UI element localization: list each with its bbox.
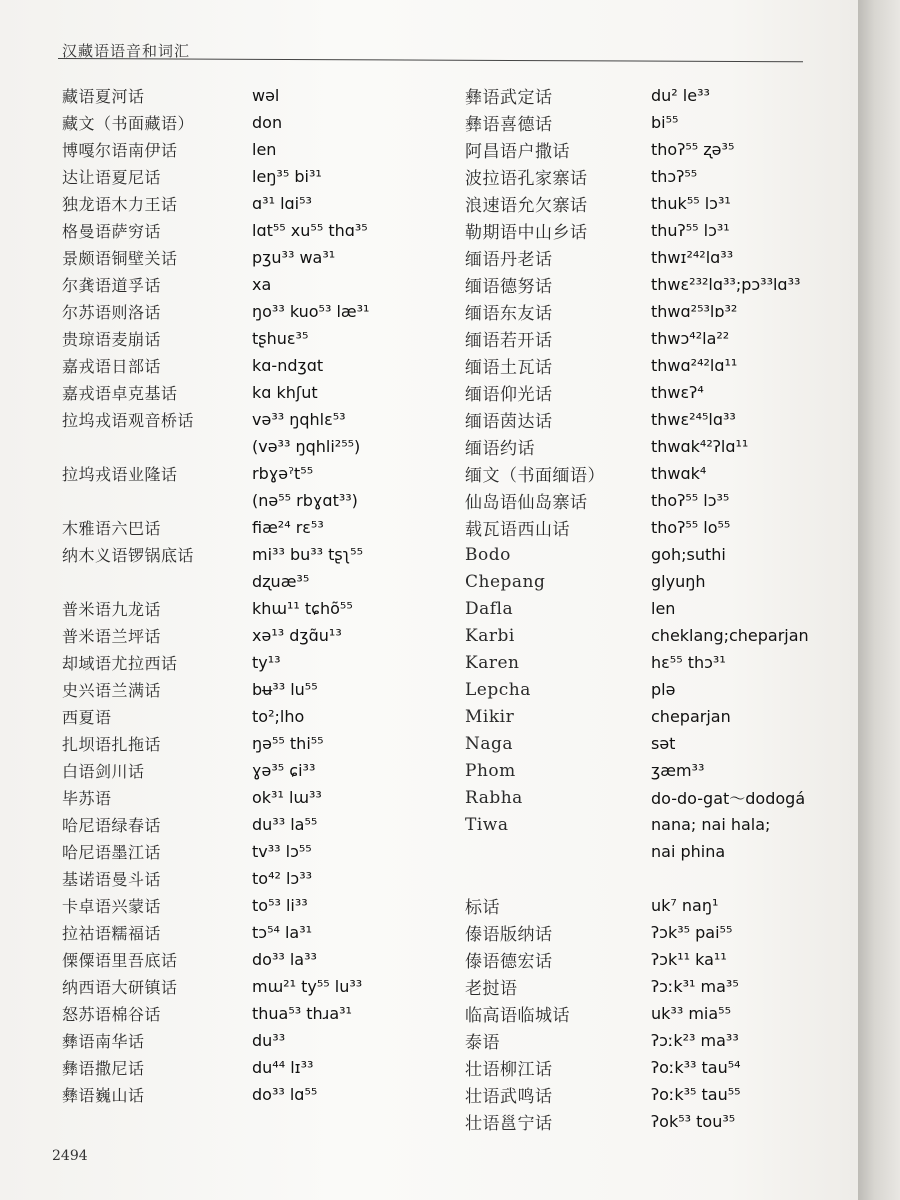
entry-row [465, 622, 825, 649]
language-name: 却域语尤拉西话 [62, 654, 178, 673]
word-form: thwɑ²⁴²lɑ¹¹ [651, 356, 738, 375]
entry-row [62, 1000, 442, 1027]
language-name: Lepcha [465, 679, 531, 700]
word-form: kɑ khʃut [252, 383, 318, 402]
language-name: 彝语巍山话 [62, 1086, 145, 1105]
language-name: 彝语南华话 [62, 1032, 145, 1051]
word-form: glyuŋh [651, 572, 706, 591]
entry-row [465, 811, 825, 838]
language-name: 嘉戎语卓克基话 [62, 384, 178, 403]
language-name: 彝语喜德话 [465, 115, 553, 135]
word-form: len [651, 599, 676, 618]
entry-row [465, 541, 825, 568]
language-name: 彝语武定话 [465, 88, 553, 108]
language-name: 藏文（书面藏语） [62, 114, 195, 133]
entry-row [465, 487, 825, 514]
language-name: 西夏语 [62, 708, 112, 727]
language-name: 景颇语铜壁关话 [62, 249, 178, 268]
language-name: Mikir [465, 706, 515, 727]
language-name: Karen [465, 652, 520, 673]
language-name: 尔龚语道孚话 [62, 276, 162, 295]
word-form: ɑ³¹ lɑi⁵³ [252, 194, 312, 213]
entry-row [465, 919, 825, 946]
language-name: Naga [465, 733, 514, 754]
word-form: (və³³ ŋqhli²⁵⁵) [252, 437, 361, 456]
word-form: do³³ lɑ⁵⁵ [252, 1085, 318, 1104]
word-form: len [252, 140, 277, 159]
language-name: Tiwa [465, 814, 509, 835]
running-head: 汉藏语语音和词汇 [62, 42, 191, 60]
language-name: 达让语夏尼话 [62, 168, 162, 187]
word-form: du² le³³ [651, 86, 710, 105]
entry-row [465, 271, 825, 298]
word-form: fiæ²⁴ rɛ⁵³ [252, 518, 324, 537]
language-name: 毕苏语 [62, 789, 112, 808]
word-form: cheparjan [651, 707, 731, 726]
word-form: thwɑk⁴²ʔlɑ¹¹ [651, 437, 749, 456]
language-name: 缅语若开话 [465, 331, 553, 351]
language-name: 基诺语曼斗话 [62, 870, 162, 889]
word-form: thwɑ²⁵³lɒ³² [651, 302, 738, 321]
word-form: dʐuæ³⁵ [252, 572, 310, 591]
language-name: 贵琼语麦崩话 [62, 330, 162, 349]
language-name: 白语剑川话 [62, 762, 145, 781]
language-name: 载瓦语西山话 [465, 520, 570, 540]
entry-row [62, 973, 442, 1000]
entry-row [62, 892, 442, 919]
entry-row [465, 352, 825, 379]
entry-row [62, 757, 442, 784]
language-name: 缅语丹老话 [465, 250, 553, 270]
word-form: kɑ-ndʒɑt [252, 356, 324, 375]
word-form: du³³ [252, 1031, 286, 1050]
word-form: leŋ³⁵ bi³¹ [252, 167, 322, 186]
word-form: nana; nai hala; [651, 815, 771, 834]
language-name: 拉祜语糯福话 [62, 924, 162, 943]
entry-row [62, 541, 442, 568]
entry-row [465, 1000, 825, 1027]
entry-row [465, 1027, 825, 1054]
word-form: ʔok⁵³ tou³⁵ [651, 1112, 736, 1131]
entry-row [465, 595, 825, 622]
word-form: thuʔ⁵⁵ lɔ³¹ [651, 221, 730, 240]
word-form: do-do-gat～dodogá [651, 789, 806, 808]
language-name: Rabha [465, 787, 523, 808]
language-name: Chepang [465, 571, 546, 592]
word-form: ok³¹ lɯ³³ [252, 788, 322, 807]
language-name: 泰语 [465, 1033, 500, 1053]
word-form: thwɛ²³²lɑ³³;pɔ³³lɑ³³ [651, 275, 801, 294]
word-form: tv³³ lɔ⁵⁵ [252, 842, 312, 861]
entry-row [62, 406, 442, 433]
word-form: (nə⁵⁵ rbɣɑt³³) [252, 491, 358, 510]
word-form: to²;lho [252, 707, 305, 726]
entry-row [62, 730, 442, 757]
language-name: 哈尼语墨江话 [62, 843, 162, 862]
entry-row [62, 784, 442, 811]
entry-row [465, 1108, 825, 1135]
entry-row [62, 514, 442, 541]
word-form: thuk⁵⁵ lɔ³¹ [651, 194, 731, 213]
entry-row [465, 82, 825, 109]
word-form: ŋo³³ kuo⁵³ læ³¹ [252, 302, 370, 321]
word-form: sət [651, 734, 676, 753]
entry-row [62, 298, 442, 325]
entry-row [62, 82, 442, 109]
entry-row [465, 190, 825, 217]
entry-row [465, 784, 825, 811]
language-name: 傣语德宏话 [465, 952, 553, 972]
entry-row [465, 109, 825, 136]
entry-row [62, 838, 442, 865]
word-form: mi³³ bu³³ tʂʅ⁵⁵ [252, 545, 363, 564]
entry-row [465, 514, 825, 541]
entry-row [62, 136, 442, 163]
word-form: thoʔ⁵⁵ ʐə³⁵ [651, 140, 735, 159]
word-form: wəl [252, 86, 280, 105]
language-name: 纳西语大研镇话 [62, 978, 178, 997]
entry-row [465, 298, 825, 325]
language-name: 老挝语 [465, 979, 518, 999]
entry-row [62, 703, 442, 730]
entry-row [62, 244, 442, 271]
word-form: thwɪ²⁴²lɑ³³ [651, 248, 734, 267]
entry-row [465, 136, 825, 163]
word-form: ʒæm³³ [651, 761, 705, 780]
word-form: ʔɔk³⁵ pai⁵⁵ [651, 923, 733, 942]
language-name: 傈僳语里吾底话 [62, 951, 178, 970]
language-name: 缅语约话 [465, 439, 535, 459]
entry-row [465, 892, 825, 919]
word-form: ŋə⁵⁵ thi⁵⁵ [252, 734, 324, 753]
language-name: 纳木义语锣锅底话 [62, 546, 195, 565]
language-name: 缅语土瓦话 [465, 358, 553, 378]
word-form: tʂhuɛ³⁵ [252, 329, 309, 348]
language-name: 拉坞戎语观音桥话 [62, 411, 195, 430]
language-name: 尔苏语则洛话 [62, 303, 162, 322]
entry-row [62, 109, 442, 136]
language-name: 仙岛语仙岛寨话 [465, 493, 588, 513]
language-name: Karbi [465, 625, 515, 646]
language-name: 缅文（书面缅语） [465, 466, 605, 486]
language-name: 怒苏语棉谷话 [62, 1005, 162, 1024]
language-name: Bodo [465, 544, 511, 565]
language-name: 彝语撒尼话 [62, 1059, 145, 1078]
language-name: 扎坝语扎拖话 [62, 735, 162, 754]
word-form: ɣə³⁵ ɕi³³ [252, 761, 316, 780]
entry-row [465, 433, 825, 460]
language-name: 阿昌语户撒话 [465, 142, 570, 162]
entry-row [62, 325, 442, 352]
entry-row [465, 703, 825, 730]
word-form: to⁴² lɔ³³ [252, 869, 313, 888]
language-name: 卡卓语兴蒙话 [62, 897, 162, 916]
word-form: goh;suthi [651, 545, 726, 564]
entry-row [465, 757, 825, 784]
word-form: thwɑk⁴ [651, 464, 707, 483]
language-name: 拉坞戎语业隆话 [62, 465, 178, 484]
language-name: 波拉语孔家寨话 [465, 169, 588, 189]
entry-row [62, 946, 442, 973]
language-name: 缅语东友话 [465, 304, 553, 324]
language-name: 壮语邕宁话 [465, 1114, 553, 1134]
entry-row [465, 1081, 825, 1108]
entry-row [62, 1054, 442, 1081]
entry-row [465, 676, 825, 703]
language-name: 嘉戎语日部话 [62, 357, 162, 376]
entry-row [62, 163, 442, 190]
entry-row [62, 433, 442, 460]
word-form: thwɛ²⁴⁵lɑ³³ [651, 410, 736, 429]
entry-row [465, 649, 825, 676]
entry-row [62, 595, 442, 622]
language-name: Phom [465, 760, 516, 781]
word-form: bi⁵⁵ [651, 113, 679, 132]
entry-row [62, 622, 442, 649]
word-form: to⁵³ li³³ [252, 896, 308, 915]
word-form: ty¹³ [252, 653, 281, 672]
word-form: don [252, 113, 283, 132]
language-name: 哈尼语绿春话 [62, 816, 162, 835]
word-form: khɯ¹¹ tɕhõ⁵⁵ [252, 599, 353, 618]
entry-row [62, 379, 442, 406]
word-form: ʔɔk¹¹ ka¹¹ [651, 950, 727, 969]
book-edge [858, 0, 900, 1200]
left-column [62, 82, 442, 1108]
entry-row [62, 1081, 442, 1108]
word-form: bʉ³³ lu⁵⁵ [252, 680, 318, 699]
word-form: do³³ la³³ [252, 950, 317, 969]
word-form: xə¹³ dʒɑ̃u¹³ [252, 626, 342, 645]
page-number: 2494 [52, 1148, 88, 1164]
word-form: nai phina [651, 842, 726, 861]
entry-row [62, 190, 442, 217]
word-form: thwɔ⁴²la²² [651, 329, 730, 348]
word-form: pʒu³³ wa³¹ [252, 248, 336, 267]
word-form: tɔ⁵⁴ la³¹ [252, 923, 313, 942]
language-name: 傣语版纳话 [465, 925, 553, 945]
language-name: 缅语仰光话 [465, 385, 553, 405]
word-form: thwɛʔ⁴ [651, 383, 704, 402]
language-name: 壮语武鸣话 [465, 1087, 553, 1107]
language-name: 普米语九龙话 [62, 600, 162, 619]
language-name: 标话 [465, 898, 500, 918]
language-name: 藏语夏河话 [62, 87, 145, 106]
word-form: du³³ la⁵⁵ [252, 815, 318, 834]
word-form: du⁴⁴ lɪ³³ [252, 1058, 314, 1077]
entry-row [62, 568, 442, 595]
language-name: 缅语德努话 [465, 277, 553, 297]
entry-row [62, 865, 442, 892]
word-form: uk⁷ naŋ¹ [651, 896, 719, 915]
entry-row [465, 973, 825, 1000]
language-name: 勒期语中山乡话 [465, 223, 588, 243]
entry-row [62, 487, 442, 514]
language-name: 独龙语木力王话 [62, 195, 178, 214]
entry-row [465, 568, 825, 595]
right-column [465, 82, 825, 1135]
word-form: lɑt⁵⁵ xu⁵⁵ thɑ³⁵ [252, 221, 368, 240]
language-name: Dafla [465, 598, 514, 619]
word-form: mɯ²¹ ty⁵⁵ lu³³ [252, 977, 363, 996]
entry-row [465, 406, 825, 433]
language-name: 普米语兰坪话 [62, 627, 162, 646]
language-name: 临高语临城话 [465, 1006, 570, 1026]
word-form: thɔʔ⁵⁵ [651, 167, 698, 186]
entry-row [62, 217, 442, 244]
entry-row [62, 649, 442, 676]
language-name: 史兴语兰满话 [62, 681, 162, 700]
language-name: 格曼语萨穷话 [62, 222, 162, 241]
entry-row [465, 946, 825, 973]
entry-row [62, 460, 442, 487]
language-name: 浪速语允欠寨话 [465, 196, 588, 216]
entry-row [465, 217, 825, 244]
language-name: 缅语茵达话 [465, 412, 553, 432]
word-form: və³³ ŋqhlɛ⁵³ [252, 410, 346, 429]
entry-row [62, 811, 442, 838]
entry-row [465, 838, 825, 865]
word-form: rbɣəˀt⁵⁵ [252, 464, 314, 483]
word-form: ʔɔːk³¹ ma³⁵ [651, 977, 739, 996]
entry-row [62, 676, 442, 703]
word-form: thua⁵³ thɹa³¹ [252, 1004, 352, 1023]
word-form: ʔoːk³³ tau⁵⁴ [651, 1058, 741, 1077]
word-form: xa [252, 275, 272, 294]
entry-row [465, 460, 825, 487]
entry-row [465, 163, 825, 190]
word-form: cheklang;cheparjan [651, 626, 809, 645]
entry-row [465, 730, 825, 757]
entry-row [465, 244, 825, 271]
entry-row [62, 919, 442, 946]
entry-row [62, 1027, 442, 1054]
word-form: hɛ⁵⁵ thɔ³¹ [651, 653, 726, 672]
language-name: 木雅语六巴话 [62, 519, 162, 538]
spacer [465, 865, 825, 892]
entry-row [62, 271, 442, 298]
entry-row [465, 1054, 825, 1081]
word-form: plə [651, 680, 676, 699]
entry-row [62, 352, 442, 379]
word-form: uk³³ mia⁵⁵ [651, 1004, 731, 1023]
word-form: ʔoːk³⁵ tau⁵⁵ [651, 1085, 741, 1104]
language-name: 壮语柳江话 [465, 1060, 553, 1080]
language-name: 博嘎尔语南伊话 [62, 141, 178, 160]
entry-row [465, 325, 825, 352]
word-form: thoʔ⁵⁵ lo⁵⁵ [651, 518, 731, 537]
word-form: thoʔ⁵⁵ lɔ³⁵ [651, 491, 730, 510]
word-form: ʔɔːk²³ ma³³ [651, 1031, 739, 1050]
entry-row [465, 379, 825, 406]
